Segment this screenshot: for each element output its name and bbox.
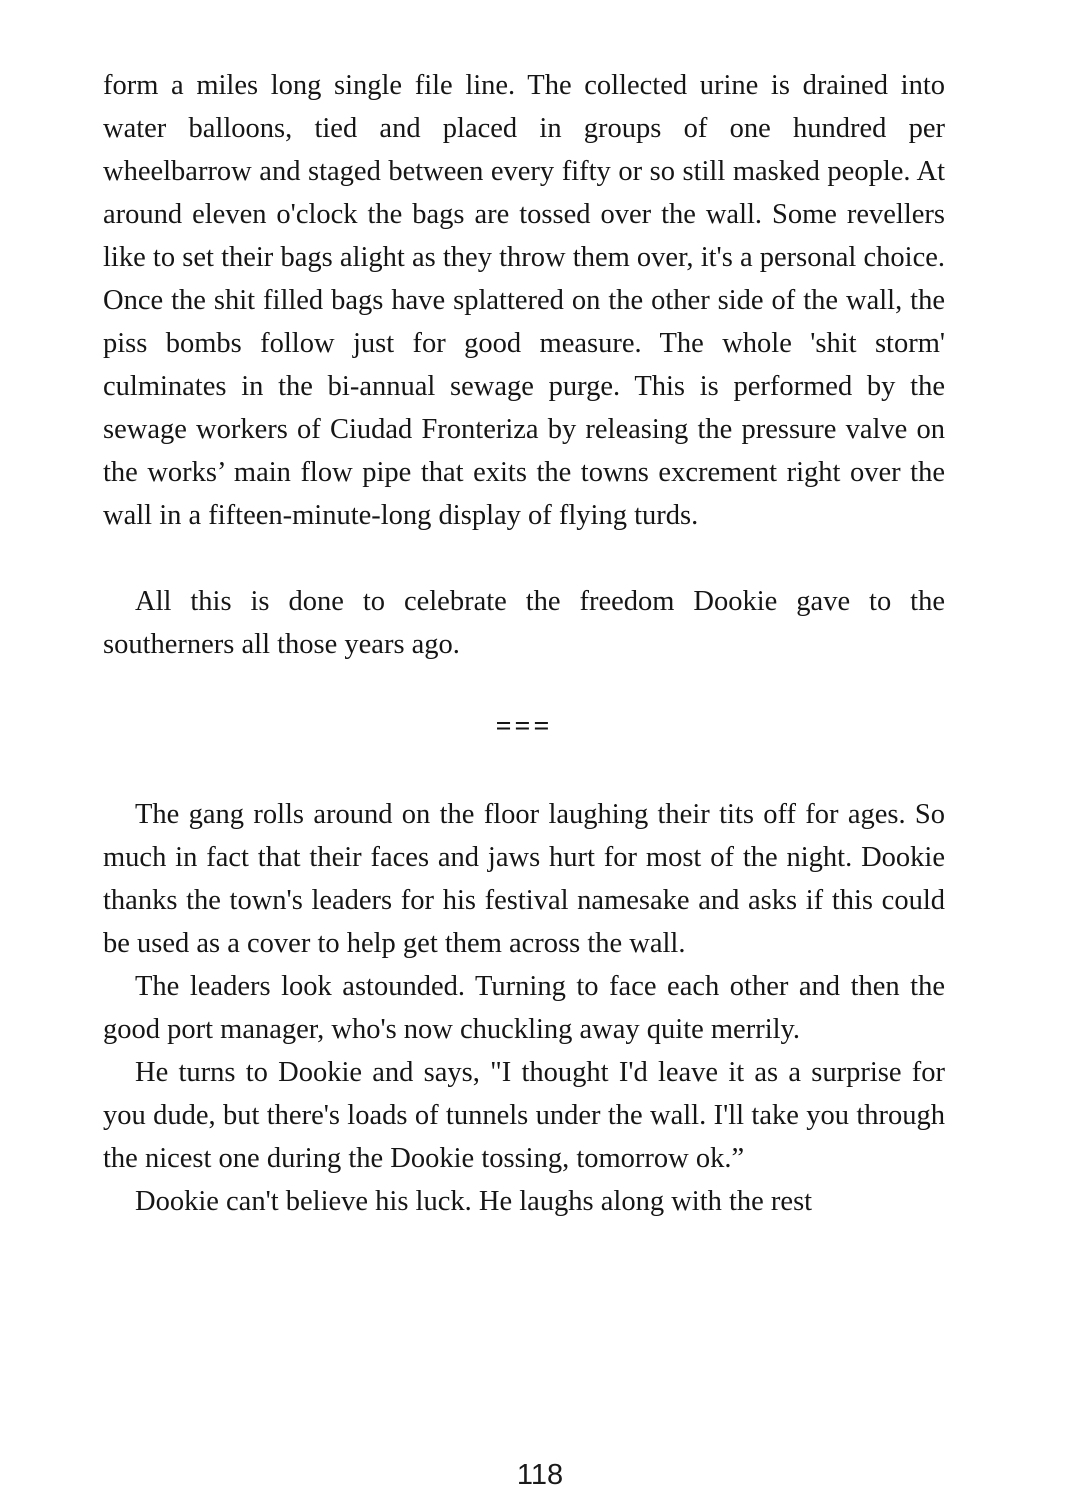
body-text — [103, 64, 945, 1223]
body-paragraph: He turns to Dookie and says, "I thought I'd leave it as a surprise for you dude, but there's loads of tunnels under the wall. I'll take you through the nicest one during the Dookie tossing, tomorrow ok.” — [103, 1057, 945, 1174]
body-paragraph: form a miles long single file line. The collected urine is drained into water balloons, tied and placed in groups of one hundred per wheelbarrow and staged between every fifty or so still masked people. At around eleven o'clock the bags are tossed over the wall. Some revellers like to set their bags alight as they throw them over, it's a personal choice. Once the shit filled bags have splattered on the other side of the wall, the piss bombs follow just for good measure. The whole 'shit storm' culminates in the bi-annual sewage purge. This is performed by the sewage workers of Ciudad Fronteriza by releasing the pressure valve on the works’ main flow pipe that exits the towns excrement right over the wall in a fifteen-minute-long display of flying turds. — [103, 70, 945, 531]
body-paragraph: The leaders look astounded. Turning to face each other and then the good port manager, who's now chuckling away quite merrily. — [103, 971, 945, 1045]
scene-separator: === — [495, 711, 553, 742]
body-paragraph: The gang rolls around on the floor laughing their tits off for ages. So much in fact that their faces and jaws hurt for most of the night. Dookie thanks the town's leaders for his festival namesake and asks if this could be used as a cover to help get them across the wall. — [103, 799, 945, 959]
body-paragraph: Dookie can't believe his luck. He laughs along with the rest — [135, 1186, 813, 1217]
page-number: 118 — [516, 1459, 564, 1491]
body-paragraph: All this is done to celebrate the freedom Dookie gave to the southerners all those years ago. — [103, 586, 945, 660]
